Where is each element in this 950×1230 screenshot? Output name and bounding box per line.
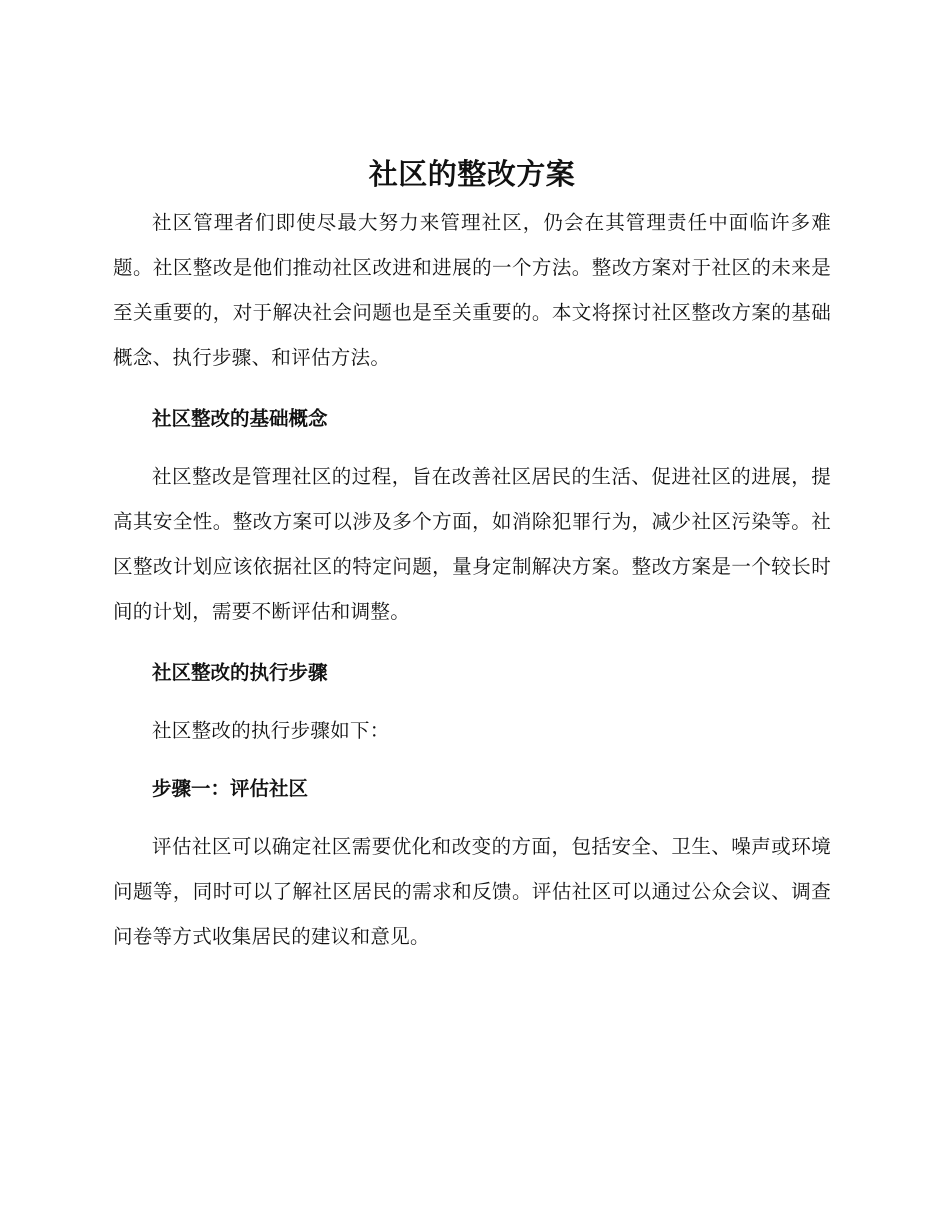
spacer [113,441,831,454]
spacer [113,380,831,396]
section-heading-execution-steps: 社区整改的执行步骤 [152,661,328,684]
section-body-basic-concepts: 社区整改是管理社区的过程，旨在改善社区居民的生活、促进社区的进展，提高其安全性。整改方案可以涉及多个方面，如消除犯罪行为，减少社区污染等。社区整改计划应该依据社区的特定问题，量身定制解决方案。整改方案是一个较长时间的计划，需要不断评估和调整。 [113,465,831,623]
document-page [113,148,831,959]
section-body-execution-steps: 社区整改的执行步骤如下： [152,719,390,742]
spacer [113,753,831,766]
step-one-heading: 步骤一：评估社区 [152,777,309,800]
intro-paragraph: 社区管理者们即使尽最大努力来管理社区，仍会在其管理责任中面临许多难题。社区整改是他们推动社区改进和进展的一个方法。整改方案对于社区的未来是至关重要的，对于解决社会问题也是至关重要的。本文将探讨社区整改方案的基础概念、执行步骤、和评估方法。 [113,211,831,369]
section-heading-basic-concepts: 社区整改的基础概念 [152,407,328,430]
spacer [113,695,831,708]
spacer [113,634,831,650]
document-title: 社区的整改方案 [368,157,576,191]
spacer [113,811,831,824]
step-one-body: 评估社区可以确定社区需要优化和改变的方面，包括安全、卫生、噪声或环境问题等，同时可以了解社区居民的需求和反馈。评估社区可以通过公众会议、调查问卷等方式收集居民的建议和意见。 [113,835,831,948]
